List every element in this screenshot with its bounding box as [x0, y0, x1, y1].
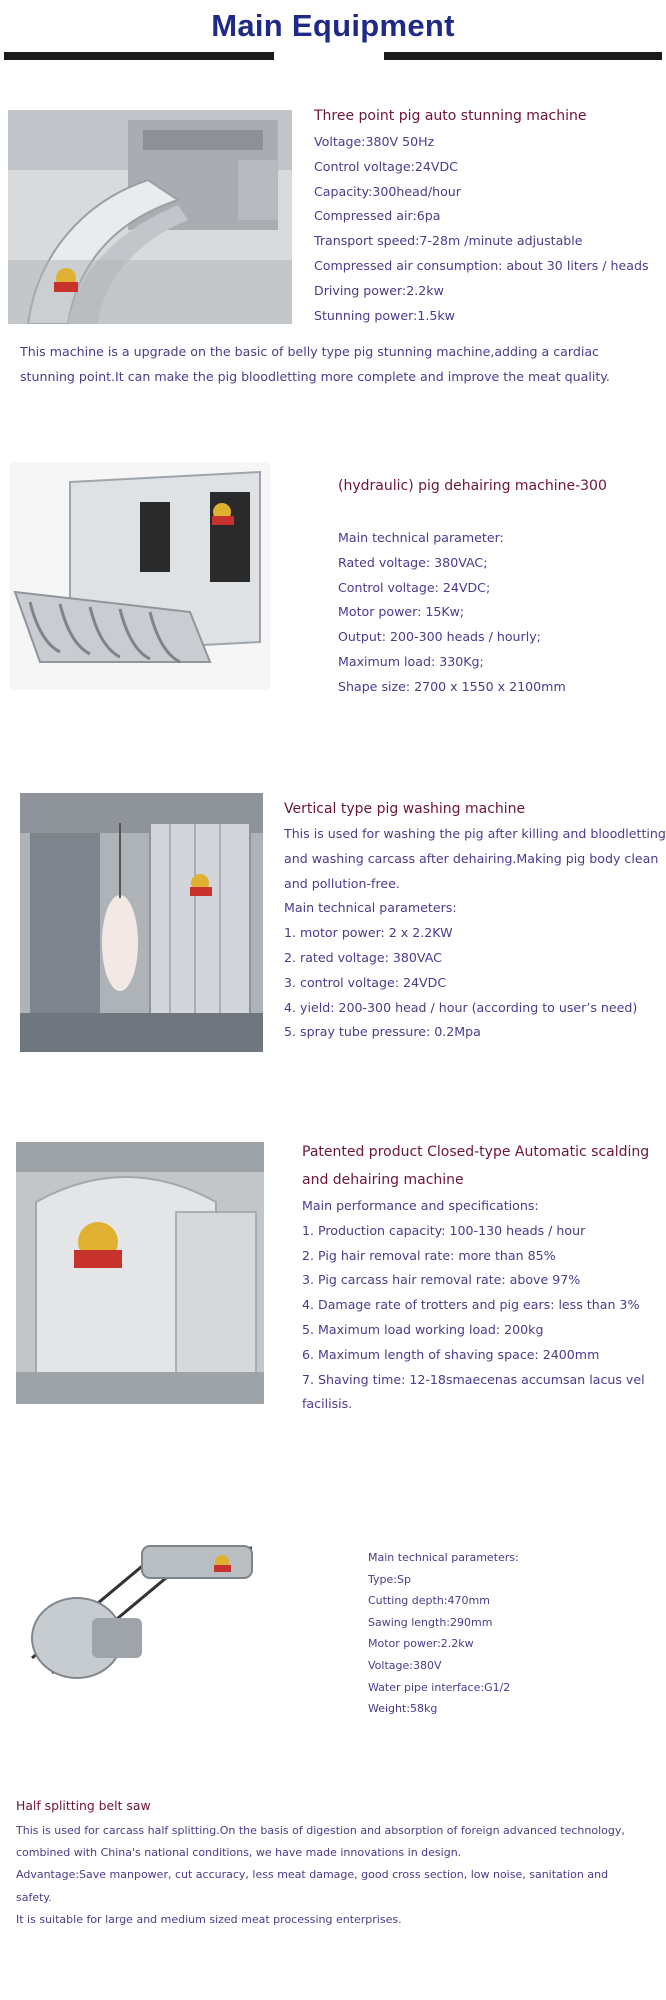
spec-line: facilisis.	[302, 1396, 353, 1412]
spec-line: 6. Maximum length of shaving space: 2400mm	[302, 1346, 600, 1362]
spec-line: Main technical parameters:	[368, 1551, 519, 1564]
spec-line: Type:Sp	[368, 1572, 411, 1586]
spec-line: 2. Pig hair removal rate: more than 85%	[302, 1247, 556, 1263]
spec-line: 2. rated voltage: 380VAC	[284, 949, 442, 965]
spec-line: Voltage:380V	[368, 1658, 442, 1672]
scalding-machine-photo	[16, 1142, 264, 1404]
spec-line: Main technical parameters:	[284, 900, 457, 916]
spec-line: Cutting depth:470mm	[368, 1594, 490, 1608]
scalding-machine-info	[302, 1138, 660, 1417]
washing-machine-photo	[20, 793, 263, 1052]
spec-line: Output: 200-300 heads / hourly;	[338, 629, 541, 645]
spec-line: 3. Pig carcass hair removal rate: above 97%	[302, 1272, 581, 1288]
spec-line: Maximum load: 330Kg;	[338, 653, 484, 669]
spec-line: 3. control voltage: 24VDC	[284, 974, 447, 990]
spec-line: Motor power:2.2kw	[368, 1637, 474, 1651]
spec-line: Voltage:380V 50Hz	[314, 134, 435, 149]
spec-line: 7. Shaving time: 12-18smaecenas accumsan lacus vel	[302, 1371, 645, 1387]
page-title: Main Equipment	[211, 8, 455, 43]
washing-machine-info	[284, 797, 666, 1045]
stunning-machine-heading: Three point pig auto stunning machine	[314, 108, 587, 124]
spec-line: Compressed air consumption: about 30 liters / heads	[314, 257, 649, 273]
belt-saw-heading: Half splitting belt saw	[16, 1798, 151, 1813]
dehairing-machine-heading: (hydraulic) pig dehairing machine-300	[338, 478, 607, 494]
paragraph-line: This is used for carcass half splitting.On the basis of digestion and absorption of foreign advanced technology,	[16, 1824, 625, 1837]
dehairing-machine-photo	[10, 462, 270, 690]
spec-line: Main performance and specifications:	[302, 1198, 539, 1213]
stunning-machine-info	[314, 104, 660, 328]
spec-line: and washing carcass after dehairing.Making pig body clean	[284, 850, 659, 866]
spec-line: Control voltage:24VDC	[314, 158, 458, 174]
spec-line: 4. Damage rate of trotters and pig ears: less than 3%	[302, 1297, 640, 1313]
dehairing-machine-info	[338, 474, 660, 700]
stunning-machine-photo	[8, 110, 292, 324]
spec-line: Compressed air:6pa	[314, 208, 441, 224]
washing-machine-heading: Vertical type pig washing machine	[284, 801, 526, 817]
spec-line: 4. yield: 200-300 head / hour (according to user’s need)	[284, 999, 638, 1015]
spec-line: Control voltage: 24VDC;	[338, 579, 491, 595]
spec-line: 5. spray tube pressure: 0.2Mpa	[284, 1024, 481, 1040]
spec-line: 1. motor power: 2 x 2.2KW	[284, 925, 453, 941]
stunning-machine-description: This machine is a upgrade on the basic of belly type pig stunning machine,adding a cardiac stunning point.It can make the pig bloodletting more complete and improve the meat quality.	[20, 344, 610, 384]
spec-line: Water pipe interface:G1/2	[368, 1680, 511, 1694]
spec-line: Transport speed:7-28m /minute adjustable	[314, 233, 583, 249]
paragraph-line: combined with China's national conditions, we have made innovations in design.	[16, 1846, 462, 1860]
spec-line: Rated voltage: 380VAC;	[338, 554, 488, 570]
belt-saw-description	[16, 1795, 650, 1931]
spec-line: and pollution-free.	[284, 875, 400, 891]
title-rule-left	[4, 52, 274, 60]
spec-line: Shape size: 2700 x 1550 x 2100mm	[338, 678, 566, 694]
spec-line: Main technical parameter:	[338, 530, 504, 545]
paragraph-line: Advantage:Save manpower, cut accuracy, less meat damage, good cross section, low noise, sanitation and	[16, 1868, 609, 1882]
paragraph-line: It is suitable for large and medium sized meat processing enterprises.	[16, 1912, 402, 1926]
spec-line: Stunning power:1.5kw	[314, 307, 455, 323]
spec-line: Motor power: 15Kw;	[338, 604, 465, 620]
scalding-machine-heading-line: Patented product Closed-type Automatic scalding	[302, 1144, 650, 1160]
belt-saw-parameters	[368, 1547, 660, 1720]
title-rule-right	[384, 52, 662, 60]
spec-line: This is used for washing the pig after killing and bloodletting	[284, 826, 666, 841]
belt-saw-photo	[22, 1528, 262, 1688]
paragraph-line: safety.	[16, 1890, 52, 1904]
spec-line: Capacity:300head/hour	[314, 183, 461, 199]
spec-line: Weight:58kg	[368, 1702, 438, 1716]
spec-line: 1. Production capacity: 100-130 heads / hour	[302, 1222, 586, 1238]
scalding-machine-heading-line: and dehairing machine	[302, 1172, 464, 1188]
spec-line: 5. Maximum load working load: 200kg	[302, 1321, 544, 1337]
spec-line: Driving power:2.2kw	[314, 282, 444, 298]
spec-line: Sawing length:290mm	[368, 1615, 493, 1629]
